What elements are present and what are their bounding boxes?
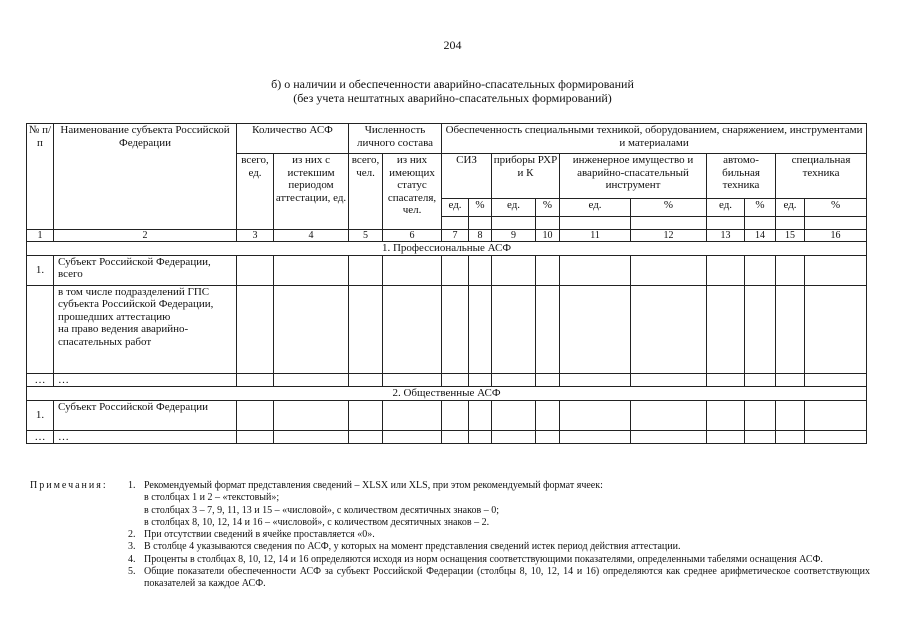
header-percent: % [469, 199, 492, 217]
section-1-row [27, 242, 867, 256]
table-row [27, 430, 867, 444]
note-sub-item: в столбцах 1 и 2 – «текстовый»; [144, 492, 280, 504]
row-subject-name: … [54, 373, 237, 387]
header-subject: Наименование субъекта Российской Федерации [54, 124, 237, 230]
column-numbers-row [27, 230, 867, 242]
section-title: 1. Профессиональные АСФ [27, 242, 867, 256]
table-row [27, 400, 867, 430]
note-item [128, 541, 870, 553]
header-rescuer: из них имеющих статус спасателя, чел. [383, 154, 442, 230]
header-equipment: Обеспеченность специальными техникой, оборудованием, снаряжением, инструментами и материалами [442, 124, 867, 154]
column-number: 1 [27, 230, 54, 242]
header-staff: Численность личного состава [349, 124, 442, 154]
note-sub-item: в столбцах 3 – 7, 9, 11, 13 и 15 – «числовой», с количеством десятичных знаков – 0; [144, 504, 499, 516]
section-title: 2. Общественные АСФ [27, 387, 867, 401]
column-number: 11 [560, 230, 631, 242]
asf-table [26, 123, 867, 444]
column-number: 12 [631, 230, 707, 242]
header-num: № п/п [27, 124, 54, 230]
header-percent: % [536, 199, 560, 217]
row-subject-name-part: в том числе подразделений ГПС субъекта Российской Федерации, прошедших аттестацию [58, 285, 214, 323]
note-text: В столбце 4 указываются сведения по АСФ, у которых на момент представления сведений истек период действия аттестации. [144, 541, 681, 553]
note-number: 1. [128, 480, 136, 491]
row-subject-name [54, 285, 237, 373]
note-item [128, 566, 870, 591]
column-number: 6 [383, 230, 442, 242]
column-number: 13 [707, 230, 745, 242]
row-number: 1. [27, 255, 54, 285]
header-unit: ед. [492, 199, 536, 217]
note-item [128, 480, 870, 492]
note-number: 2. [128, 529, 136, 541]
header-total-people: всего, чел. [349, 154, 383, 230]
table-row [27, 285, 867, 373]
header-unit: ед. [776, 199, 805, 217]
header-percent: % [805, 199, 867, 217]
row-number: … [27, 373, 54, 387]
note-text: Проценты в столбцах 8, 10, 12, 14 и 16 определяются исходя из норм оснащения соответствующими показателями, определенными табелями оснащения АСФ. [144, 553, 823, 565]
table-row [27, 373, 867, 387]
header-siz: СИЗ [442, 154, 492, 199]
column-number: 8 [469, 230, 492, 242]
note-sub-item: в столбцах 8, 10, 12, 14 и 16 – «числовой», с количеством десятичных знаков – 2. [144, 516, 490, 528]
table-heading [0, 77, 905, 105]
column-number: 14 [745, 230, 776, 242]
column-number: 10 [536, 230, 560, 242]
column-number: 7 [442, 230, 469, 242]
row-number: … [27, 430, 54, 444]
notes-list [128, 480, 870, 591]
section-2-row [27, 387, 867, 401]
note-item [128, 529, 870, 541]
header-unit: ед. [707, 199, 745, 217]
row-subject-name: Субъект Российской Федерации, всего [54, 255, 237, 285]
note-number: 3. [128, 541, 136, 553]
header-percent: % [631, 199, 707, 217]
notes-label: Примечания: [30, 480, 108, 491]
column-number: 3 [237, 230, 274, 242]
note-text: При отсутствии сведений в ячейке проставляется «0». [144, 529, 375, 541]
row-number: 1. [27, 400, 54, 430]
row-subject-name: Субъект Российской Федерации [54, 400, 237, 430]
header-asf-count: Количество АСФ [237, 124, 349, 154]
header-unit: ед. [442, 199, 469, 217]
header-auto: автомо-бильная техника [707, 154, 776, 199]
note-item [128, 554, 870, 566]
note-main-text: Рекомендуемый формат представления сведений – XLSX или XLS, при этом рекомендуемый формат ячеек: [144, 480, 603, 491]
page-number: 204 [443, 38, 462, 52]
column-number: 16 [805, 230, 867, 242]
row-subject-name: … [54, 430, 237, 444]
column-number: 15 [776, 230, 805, 242]
column-number: 4 [274, 230, 349, 242]
column-number: 5 [349, 230, 383, 242]
header-row-1 [27, 124, 867, 154]
header-total-units: всего, ед. [237, 154, 274, 230]
column-number: 9 [492, 230, 536, 242]
note-number: 5. [128, 566, 136, 578]
note-text: Общие показатели обеспеченности АСФ за субъект Российской Федерации (столбцы 8, 10, 12, 14 и 16) определяются как среднее арифметическое соответствующих показателей за каждое АСФ. [144, 566, 870, 590]
table-row [27, 255, 867, 285]
row-subject-name-part: на право ведения аварийно-спасательных работ [58, 323, 189, 348]
header-engineering: инженерное имущество и аварийно-спасательный инструмент [560, 154, 707, 199]
header-percent: % [745, 199, 776, 217]
column-number: 2 [54, 230, 237, 242]
heading-line-1: б) о наличии и обеспеченности аварийно-спасательных формирований [271, 77, 634, 91]
header-special: специальная техника [776, 154, 867, 199]
heading-line-2: (без учета нештатных аварийно-спасательных формирований) [293, 91, 612, 105]
header-unit: ед. [560, 199, 631, 217]
header-expired: из них с истекшим периодом аттестации, ед. [274, 154, 349, 230]
header-rhr: приборы РХР и К [492, 154, 560, 199]
note-text [144, 480, 870, 492]
note-number: 4. [128, 553, 136, 565]
